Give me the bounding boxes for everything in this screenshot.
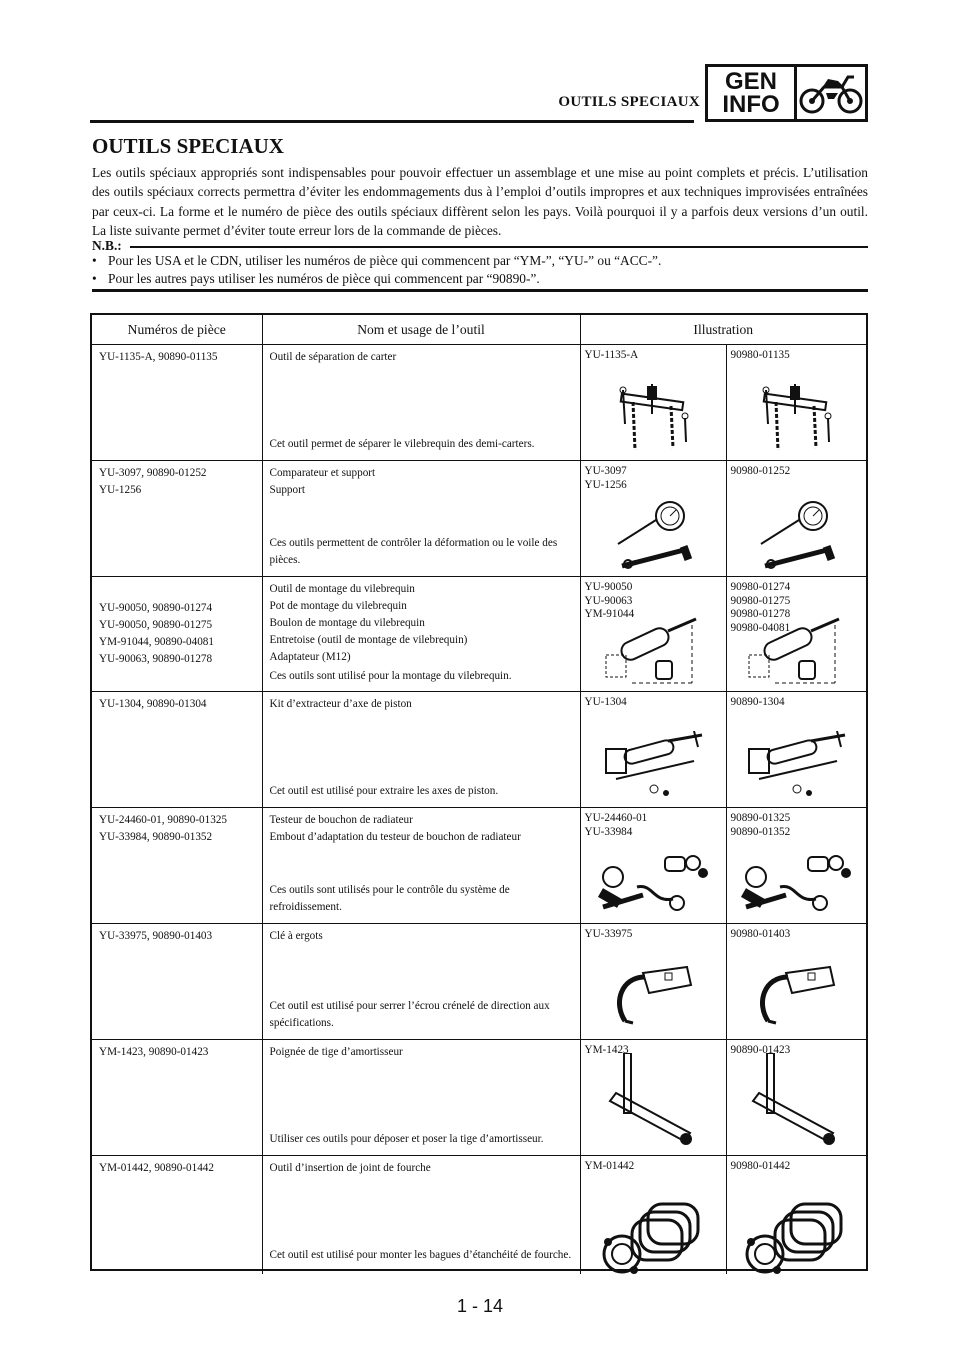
tool-name: Outil de séparation de carter [269, 351, 397, 363]
illustration-part-label: 90980-01252 [730, 465, 791, 477]
tool-usage: Utiliser ces outils pour déposer et poser la tige d’amortisseur. [269, 1133, 544, 1145]
tool-name: Clé à ergots [269, 930, 323, 942]
illustration-part-label: YU-24460-01 YU-33984 [584, 812, 648, 838]
special-tools-table [90, 313, 868, 1271]
part-number: YU-1135-A, 90890-01135 [99, 351, 218, 363]
tool-usage: Ces outils sont utilisé pour la montage du vilebrequin. [269, 670, 512, 682]
crankshaft-installer-icon [727, 615, 867, 685]
piston-pin-puller-icon [581, 731, 726, 801]
illustration-cell-us [580, 924, 726, 1040]
illustration-part-label: 90980-01442 [730, 1160, 791, 1172]
nb-label: N.B.: [92, 238, 122, 253]
fork-seal-driver-icon [727, 1198, 867, 1268]
tool-description-cell [262, 345, 580, 461]
motorcycle-icon [797, 67, 865, 119]
tool-description-cell [262, 692, 580, 808]
nb-end-rule [92, 289, 868, 292]
illustration-cell-us [580, 808, 726, 924]
part-number: YU-33975, 90890-01403 [99, 930, 213, 942]
dial-gauge-icon [581, 500, 726, 570]
tool-name: Support [269, 484, 305, 496]
part-number: YU-90050, 90890-01275 [99, 619, 213, 631]
tool-name: Embout d’adaptation du testeur de bouchon de radiateur [269, 831, 521, 843]
part-number: YM-91044, 90890-04081 [99, 636, 214, 648]
part-number: YM-01442, 90890-01442 [99, 1162, 214, 1174]
tool-name: Testeur de bouchon de radiateur [269, 814, 413, 826]
illustration-cell-us [580, 1040, 726, 1156]
header-tool-name-usage: Nom et usage de l’outil [262, 315, 580, 345]
part-numbers-cell [92, 808, 262, 924]
illustration-cell-intl [726, 924, 866, 1040]
table-row [92, 345, 866, 461]
illustration-cell-us [580, 577, 726, 692]
part-numbers-cell [92, 1156, 262, 1274]
table-row [92, 808, 866, 924]
tool-description-cell [262, 924, 580, 1040]
tool-name: Entretoise (outil de montage de vilebrequin) [269, 634, 468, 646]
page-number: 1 - 14 [456, 1296, 504, 1316]
illustration-cell-us [580, 692, 726, 808]
tool-usage: Ces outils permettent de contrôler la déformation ou le voile des pièces. [269, 537, 558, 566]
illustration-cell-intl [726, 692, 866, 808]
tool-name: Pot de montage du vilebrequin [269, 600, 407, 612]
intro-paragraph: Les outils spéciaux appropriés sont indispensables pour pouvoir effectuer un assemblage et une mise au point complets et précis. L’utilisation des outils spéciaux corrects permettra d’éviter les endommagements dus à l’emploi d’outils impropres et aux techniques improvisées entraînées par ceux-ci. La forme et le numéro de pièce des outils spéciaux diffèrent selon les pays. Voilà pourquoi il y a parfois deux versions d’un outil. La liste suivante permet d’éviter toute erreur lors de la commande de pièces. [92, 165, 868, 239]
tool-usage: Ces outils sont utilisés pour le contrôle du système de refroidissement. [269, 884, 510, 913]
part-numbers-cell [92, 1040, 262, 1156]
tool-usage: Cet outil est utilisé pour extraire les axes de piston. [269, 785, 499, 797]
damper-rod-holder-icon [727, 1053, 867, 1149]
header-part-numbers: Numéros de pièce [92, 315, 262, 345]
illustration-part-label: 90890-1304 [730, 696, 785, 708]
illustration-cell-intl [726, 577, 866, 692]
illustration-part-label: YU-90050 YU-90063 YM-91044 [584, 581, 635, 620]
part-number: YU-33984, 90890-01352 [99, 831, 213, 843]
badge-gen: GEN [724, 68, 777, 95]
part-numbers-cell [92, 345, 262, 461]
part-numbers-cell [92, 924, 262, 1040]
illustration-cell-us [580, 345, 726, 461]
nb-item-text: Pour les USA et le CDN, utiliser les numéros de pièce qui commencent par “YM-”, “YU-” ou “ACC-”. [108, 253, 662, 268]
illustration-part-label: 90890-01325 90890-01352 [730, 812, 791, 838]
nb-item: • Pour les USA et le CDN, utiliser les numéros de pièce qui commencent par “YM-”, “YU-” ou “ACC-”. [92, 253, 662, 268]
illustration-part-label: YU-1304 [584, 696, 627, 708]
crankcase-separator-icon [727, 384, 867, 454]
tool-name: Outil d’insertion de joint de fourche [269, 1162, 431, 1174]
table-header-row [92, 315, 866, 345]
illustration-part-label: YU-1135-A [584, 349, 639, 361]
table-row [92, 924, 866, 1040]
tool-description-cell [262, 1040, 580, 1156]
illustration-part-label: 90980-01403 [730, 928, 791, 940]
crankcase-separator-icon [581, 384, 726, 454]
crankshaft-installer-icon [581, 615, 726, 685]
fork-seal-driver-icon [581, 1198, 726, 1268]
illustration-part-label: YU-3097 YU-1256 [584, 465, 627, 491]
tool-name: Outil de montage du vilebrequin [269, 583, 415, 595]
radiator-cap-tester-icon [727, 847, 867, 917]
header-illustration: Illustration [580, 315, 866, 345]
nb-item-text: Pour les autres pays utiliser les numéros de pièce qui commencent par “90890-”. [108, 271, 540, 286]
illustration-part-label: 90890-01423 [730, 1044, 791, 1056]
part-number: YU-24460-01, 90890-01325 [99, 814, 228, 826]
tool-name: Kit d’extracteur d’axe de piston [269, 698, 412, 710]
illustration-cell-intl [726, 345, 866, 461]
badge-text [708, 67, 797, 119]
dial-gauge-icon [727, 500, 867, 570]
illustration-cell-intl [726, 1156, 866, 1274]
tool-description-cell [262, 577, 580, 692]
illustration-cell-intl [726, 1040, 866, 1156]
tool-name: Poignée de tige d’amortisseur [269, 1046, 403, 1058]
table-row [92, 692, 866, 808]
page-title: OUTILS SPECIAUX [92, 134, 284, 158]
tool-description-cell [262, 461, 580, 577]
tool-usage: Cet outil est utilisé pour serrer l’écrou crénelé de direction aux spécifications. [269, 1000, 550, 1029]
illustration-part-label: 90980-01135 [730, 349, 790, 361]
part-number: YU-1304, 90890-01304 [99, 698, 207, 710]
spanner-wrench-icon [727, 963, 867, 1033]
tool-usage: Cet outil est utilisé pour monter les bagues d’étanchéité de fourche. [269, 1249, 572, 1261]
illustration-cell-us [580, 1156, 726, 1274]
illustration-part-label: YM-1423 [584, 1044, 629, 1056]
badge-info: INFO [722, 91, 780, 118]
tool-name: Comparateur et support [269, 467, 376, 479]
part-number: YU-3097, 90890-01252 [99, 467, 207, 479]
table-row [92, 577, 866, 692]
illustration-part-label: YU-33975 [584, 928, 633, 940]
part-number: YU-90050, 90890-01274 [99, 602, 213, 614]
nb-rule [130, 246, 868, 248]
part-number: YU-90063, 90890-01278 [99, 653, 213, 665]
damper-rod-holder-icon [581, 1053, 726, 1149]
table-row [92, 1156, 866, 1274]
piston-pin-puller-icon [727, 731, 867, 801]
table-row [92, 461, 866, 577]
part-numbers-cell [92, 461, 262, 577]
part-numbers-cell [92, 577, 262, 692]
tool-usage: Cet outil permet de séparer le vilebrequin des demi-carters. [269, 438, 535, 450]
illustration-cell-us [580, 461, 726, 577]
part-number: YM-1423, 90890-01423 [99, 1046, 209, 1058]
tool-name: Adaptateur (M12) [269, 651, 351, 663]
spanner-wrench-icon [581, 963, 726, 1033]
radiator-cap-tester-icon [581, 847, 726, 917]
illustration-part-label: YM-01442 [584, 1160, 635, 1172]
header-rule [90, 120, 694, 123]
tool-description-cell [262, 1156, 580, 1274]
running-header: OUTILS SPECIAUX [558, 94, 700, 110]
nb-item: • Pour les autres pays utiliser les numéros de pièce qui commencent par “90890-”. [92, 271, 540, 286]
tool-name: Boulon de montage du vilebrequin [269, 617, 425, 629]
part-number: YU-1256 [99, 484, 142, 496]
table-row [92, 1040, 866, 1156]
part-numbers-cell [92, 692, 262, 808]
section-badge [705, 64, 868, 122]
illustration-part-label: 90980-01274 90980-01275 90980-01278 90980-04081 [730, 581, 791, 634]
illustration-cell-intl [726, 808, 866, 924]
illustration-cell-intl [726, 461, 866, 577]
tool-description-cell [262, 808, 580, 924]
